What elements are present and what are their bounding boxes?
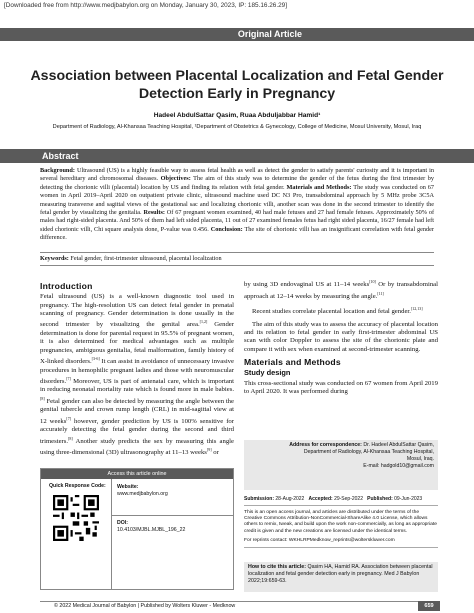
paragraph: The aim of this study was to assess the accuracy of placental location and its relation to fetal gender in early first-trimester abdominal US scan with color Doppler to assess the site of the chorionic plate and compare it with sex when examined at second-trimester scanning. [244, 320, 438, 353]
left-column [40, 278, 234, 462]
objectives-text: The aim of this study was to determine the gender of the fetus during the first trimester by detecting the chorionic villi (placental) location by US and finding its relation with fetal gender. [40, 175, 435, 191]
body-text: Recent studies correlate placental location and fetal gender. [252, 308, 411, 316]
results-label: Results: [143, 209, 165, 217]
ref[interactable]: [11] [377, 290, 384, 296]
right-column [244, 278, 438, 400]
correspondence-box [244, 440, 438, 490]
keywords-text: Fetal gender, first-trimester ultrasound, placental localization [70, 255, 222, 262]
license-text: This is an open access journal, and articles are distributed under the terms of the Creative Commons Attribution-NonCommercial-ShareAlike 4.0 License, which allows others to remix, tweak, and build upon the work non-commercially, as long as appropriate credit is given and the new creations are licensed under the identical terms. [244, 510, 437, 534]
materials-label: Materials and Methods: [286, 183, 352, 191]
article-type-band [0, 28, 474, 41]
design-heading: Study design [244, 368, 291, 378]
website-link[interactable]: www.medjbabylon.org [117, 491, 168, 497]
ref[interactable]: [12,13] [410, 306, 423, 312]
doi-link[interactable]: 10.4103/MJBL.MJBL_196_22 [117, 527, 186, 533]
background-text: Ultrasound (US) is a highly feasible way to assess fetal health as well as detect the gender to satisfy parents' curiosity and it is important in several hereditary and chromosomal diseases. [40, 167, 434, 183]
qr-label: Quick Response Code: [49, 483, 106, 489]
intro-text: Fetal ultrasound (US) is a well-known diagnostic tool used in pregnancy. The high-resolution US can detect fetal gender in prenatal scanning of pregnancy. Gender determination is done usually in the second trimester by visualizing the genital area. [40, 293, 234, 329]
ref[interactable]: [7] [66, 375, 71, 381]
page-number: 659 [418, 601, 440, 611]
submitted-date: 28-Aug-2022 [275, 496, 305, 502]
correspondence-email[interactable]: E-mail: hadgold10@gmail.com [363, 463, 434, 469]
materials-text: The study was conducted on 67 women in April 2019–April 2020 on outpatient private clinic, ultrasound machine used DC N3 Pro, transabdominal approach by 5 MHz probe 3C5A measuring transverse and sagittal views of the gestational sac and localizing chorionic villi, another scan was done in the second trimester to identify the fetal gender by visualizing the genitalia. [40, 183, 435, 217]
submitted-label: Submission: [244, 496, 275, 502]
download-note: [Downloaded free from http://www.medjbabylon.org on Monday, January 30, 2023, IP: 185.16.26.29] [4, 2, 288, 9]
ref[interactable]: [1,2] [199, 319, 208, 325]
accepted-date: 29-Sep-2022 [334, 496, 363, 502]
article-type: Original Article [237, 29, 302, 39]
keywords-label: Keywords: [40, 255, 69, 262]
body-text: Or by transabdominal approach at 12–14 weeks by measuring the angle. [244, 281, 438, 300]
website-label: Website: [117, 484, 139, 490]
published-label: Published: [367, 496, 393, 502]
paper-title: Association between Placental Localization and Fetal Gender Detection Early in Pregnancy [30, 68, 444, 102]
abstract-band [0, 149, 474, 163]
correspondence-line2: Mosul, Iraq. [406, 456, 434, 462]
keywords [40, 252, 434, 266]
correspondence-line1: Department of Radiology, Al-Khansaa Teaching Hospital, [303, 449, 434, 455]
authors: Hadeel AbdulSattar Qasim, Ruaa Abduljabbar Hamid¹ [153, 112, 321, 119]
qr-code-icon[interactable] [53, 495, 99, 541]
accepted-label: Accepted: [308, 496, 333, 502]
ref[interactable]: [10] [369, 279, 376, 284]
conclusion-label: Conclusion: [210, 225, 243, 233]
doi-block [117, 520, 185, 534]
intro-text: Gender determination is done for parental request in 95.5% of pregnant women, it is also determined for medical advantages such as multiple pregnancies, ambiguous genitalia, fetal malformation, family history of X-linked disorders. [40, 321, 234, 366]
paragraph [244, 278, 438, 301]
cite-label: How to cite this article: [248, 564, 306, 570]
correspondence-name: Dr. Hadeel AbdulSattar Qasim, [363, 442, 434, 448]
access-grid [41, 479, 233, 589]
reprints-text[interactable]: For reprints contact: WKHLRPMedknow_reprints@wolterskluwer.com [244, 537, 395, 543]
abstract-body [40, 167, 434, 243]
intro-text: It can assist in avoidance of unnecessary invasive procedures in hemophilic pregnant ladies and those with neuromuscular disorders. [40, 358, 234, 386]
intro-text: Moreover, US is part of antenatal care, which is important in reducing neonatal mortality rate which is found more in male babies. [40, 378, 234, 394]
correspondence-label: Address for correspondence: [289, 442, 362, 448]
affiliation: Department of Radiology, Al-Khansaa Teaching Hospital, ¹Department of Obstetrics & Gynecology, College of Medicine, Mosul University, Mosul, Iraq [52, 124, 422, 130]
paragraph [244, 305, 438, 317]
access-online-box [40, 468, 234, 590]
paragraph: This cross-sectional study was conducted on 67 women from April 2019 to April 2020. It was performed during [244, 379, 438, 396]
cite-text: Qasim HA, Hamid RA. Association between placental localization and fetal gender detection early in pregnancy. Med J Babylon 2022;19:659-63. [248, 564, 433, 584]
ref[interactable]: [7] [66, 415, 72, 421]
divider [111, 479, 112, 589]
objectives-label: Objectives: [160, 175, 191, 183]
footer: © 2022 Medical Journal of Babylon | Published by Wolters Kluwer - Medknow [40, 601, 440, 611]
ref[interactable]: [8] [40, 395, 45, 401]
intro-text: Fetal gender can also be detected by measuring the angle between the genital tubercle and crown rump length (CRL) in mid-sagittal view at 12 weeks [40, 398, 234, 425]
intro-heading: Introduction [40, 281, 93, 291]
license-block [244, 510, 438, 548]
cite-box [244, 562, 438, 592]
ref[interactable]: [8] [68, 435, 73, 441]
body-text: by using 3D endovaginal US at 11–14 weeks [244, 281, 370, 289]
background-label: Background: [40, 167, 75, 174]
doi-label: DOI: [117, 520, 128, 526]
intro-text: however, gender prediction by US is 100% sensitive for accurately detecting the fetal gender during the second and third trimesters. [40, 417, 234, 445]
results-text: Of 67 pregnant women examined, 40 had male fetuses and 27 had female fetuses. Approximately 50% of males had right-sided placenta. And 50% of them had left sided placenta, 11 out of 27 examined females fetus had right sided placenta, 16/27 female had left sided chorionic villi, Chi square analysis done, P-value was 0.456. [40, 209, 435, 233]
divider [111, 515, 233, 516]
dates-line [244, 496, 438, 506]
intro-text: or [211, 449, 219, 457]
ref[interactable]: [3-6] [91, 355, 100, 361]
methods-heading: Materials and Methods [244, 357, 341, 368]
intro-paragraph [40, 293, 234, 457]
published-date: 09-Jun-2023 [394, 496, 423, 502]
conclusion-text: The site of chorionic villi has an insignificant correlation with fetal gender difference. [40, 225, 435, 242]
website-block [117, 484, 168, 498]
intro-text: Another study predicts the sex by measuring this angle using three-dimensional (3D) ultrasonography at 11–13 weeks [40, 437, 234, 457]
abstract-heading: Abstract [42, 151, 79, 161]
access-header: Access this article online [41, 469, 233, 479]
ref[interactable]: [9] [206, 447, 212, 453]
